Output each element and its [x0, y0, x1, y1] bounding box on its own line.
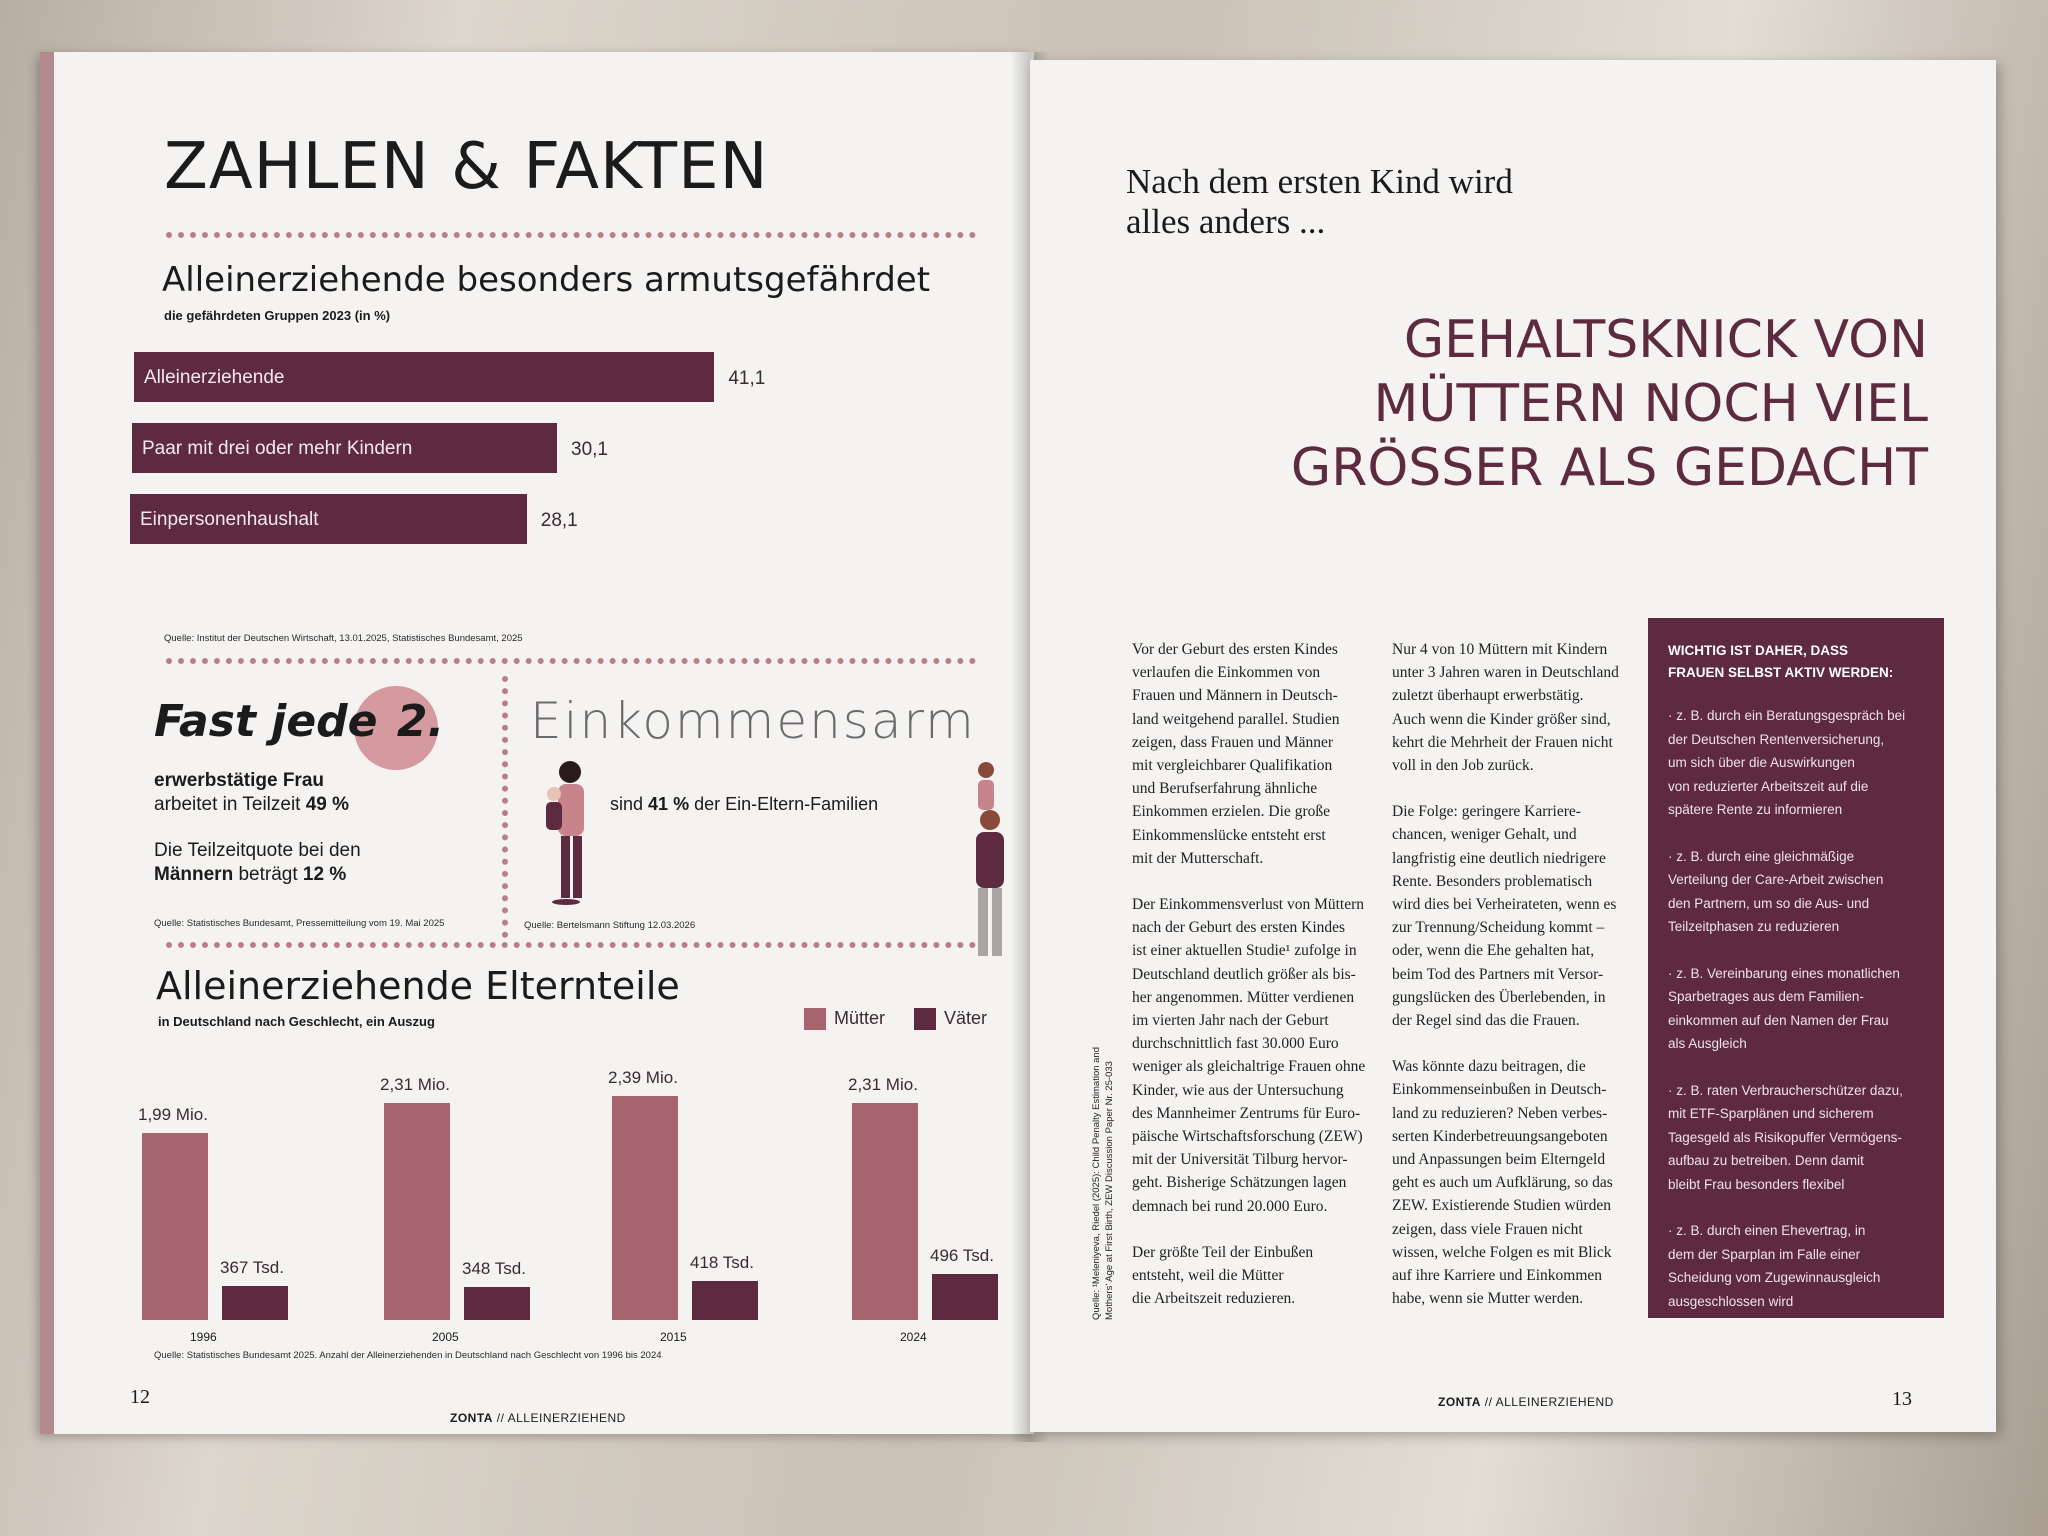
- mothers-bar: [612, 1096, 678, 1320]
- intro-line2: alles anders ...: [1126, 202, 1326, 241]
- footer-left: ZONTA // ALLEINERZIEHEND: [450, 1411, 626, 1425]
- chart1-source: Quelle: Institut der Deutschen Wirtschaft, 13.01.2025, Statistisches Bundesamt, 2025: [164, 633, 523, 644]
- article-paragraph: Was könnte dazu beitragen, die Einkommenseinbußen in Deutsch- land zu reduzieren? Neben verbes- serten Kinderbetreuungsangeboten und Anpassungen beim Elterngeld geht es auch um Aufklärung, so das ZEW. Existierende Studien würden zeigen, dass viele Frauen nicht wissen, welche Folgen es mit Blick auf ihre Karriere und Einkommen habe, wenn sie Mutter werden.: [1392, 1058, 1613, 1308]
- info-box-item: · z. B. durch ein Beratungsgespräch bei der Deutschen Rentenversicherung, um sich über die Auswirkungen von reduzierter Arbeitszeit auf die spätere Rente zu informieren: [1668, 708, 1906, 817]
- einkommensarm-source: Quelle: Bertelsmann Stiftung 12.03.2026: [524, 920, 696, 931]
- page-title: ZAHLEN & FAKTEN: [164, 130, 769, 204]
- fathers-value-label: 367 Tsd.: [220, 1257, 284, 1277]
- article-column-2: [1392, 638, 1652, 1333]
- fast-jede-source: Quelle: Statistisches Bundesamt, Pressemitteilung vom 19. Mai 2025: [154, 918, 445, 929]
- footer-right: ZONTA // ALLEINERZIEHEND: [1438, 1395, 1614, 1409]
- fast-jede-line3: Die Teilzeitquote bei den: [154, 840, 361, 861]
- fast-jede-line1: erwerbstätige Frau: [154, 770, 324, 791]
- fast-jede-line2: arbeitet in Teilzeit 49 %: [154, 794, 350, 815]
- mother-child-illustration: [528, 752, 618, 932]
- mothers-bar: [384, 1103, 450, 1320]
- info-box-list: [1668, 704, 1924, 1313]
- article-column-1: [1132, 638, 1392, 1333]
- info-box-item: · z. B. Vereinbarung eines monatlichen Sparbetrages aus dem Familien- einkommen auf den Namen der Frau als Ausgleich: [1668, 965, 1900, 1051]
- right-page: [1030, 60, 1996, 1432]
- info-box: [1648, 618, 1944, 1318]
- article-paragraph: Der größte Teil der Einbußen entsteht, weil die Mütter die Arbeitszeit reduzieren.: [1132, 1243, 1314, 1308]
- legend-label: Mütter: [834, 1008, 886, 1028]
- chart1-subheading: die gefährdeten Gruppen 2023 (in %): [164, 308, 391, 323]
- legend-label: Väter: [944, 1008, 988, 1028]
- fathers-bar: [222, 1286, 288, 1320]
- father-child-illustration: [934, 758, 1014, 968]
- mothers-value-label: 2,31 Mio.: [848, 1075, 918, 1095]
- article-paragraph: Nur 4 von 10 Müttern mit Kindern unter 3 Jahren waren in Deutschland zuletzt überhaupt erwerbstätig. Auch wenn die Kinder größer sind, kehrt die Mehrheit der Frauen nicht voll in den Job zurück.: [1392, 641, 1619, 775]
- info-box-heading: WICHTIG IST DAHER, DASS FRAUEN SELBST AKTIV WERDEN:: [1668, 643, 1894, 680]
- left-page: [40, 52, 1034, 1434]
- fathers-value-label: 348 Tsd.: [462, 1259, 526, 1279]
- mothers-bar: [142, 1133, 208, 1320]
- year-tick-label: 2024: [900, 1330, 927, 1344]
- fathers-bar: [464, 1287, 530, 1320]
- legend-swatch: [914, 1008, 936, 1030]
- divider-dots: [166, 232, 976, 238]
- page-number-right: 13: [1892, 1388, 1912, 1410]
- fathers-value-label: 418 Tsd.: [690, 1252, 754, 1272]
- poverty-bar-label: Paar mit drei oder mehr Kindern: [142, 438, 413, 459]
- fast-jede-headline: [154, 696, 444, 747]
- info-box-item: · z. B. durch einen Ehevertrag, in dem der Sparplan im Falle einer Scheidung vom Zugewinnausgleich ausgeschlossen wird: [1668, 1223, 1881, 1309]
- poverty-bar-label: Alleinerziehende: [144, 367, 285, 388]
- legend-swatch: [804, 1008, 826, 1030]
- article-paragraph: Die Folge: geringere Karriere- chancen, weniger Gehalt, und langfristig eine deutlich niedrigere Rente. Besonders problematisch wird dies bei Verheirateten, wenn es zur Trennung/Scheidung kommt – oder, wenn die Ehe gehalten hat, beim Tod des Partners mit Versor- gungslücken des Überlebenden, in der Regel sind das die Frauen.: [1392, 803, 1617, 1030]
- chart2-source: Quelle: Statistisches Bundesamt 2025. Anzahl der Alleinerziehenden in Deutschland nach Geschlecht von 1996 bis 2024: [154, 1350, 662, 1361]
- chart2-subheading: in Deutschland nach Geschlecht, ein Auszug: [158, 1014, 435, 1029]
- year-tick-label: 1996: [190, 1330, 217, 1344]
- divider-dots: [166, 942, 976, 948]
- mothers-bar: [852, 1103, 918, 1320]
- poverty-bar-value: 28,1: [540, 510, 578, 531]
- chart1-heading: Alleinerziehende besonders armutsgefährdet: [162, 260, 931, 300]
- mothers-value-label: 2,39 Mio.: [608, 1068, 678, 1087]
- divider-dots: [166, 658, 976, 664]
- chart2-heading: Alleinerziehende Elternteile: [156, 964, 680, 1008]
- poverty-bar-label: Einpersonenhaushalt: [140, 509, 319, 530]
- poverty-bar-value: 30,1: [571, 439, 608, 460]
- fathers-bar: [692, 1281, 758, 1320]
- fast-jede-text: Fast jede: [154, 696, 378, 747]
- intro-line1: Nach dem ersten Kind wird: [1126, 162, 1513, 201]
- einkommensarm-heading: Einkommensarm: [530, 692, 976, 750]
- article-paragraph: Vor der Geburt des ersten Kindes verlaufen die Einkommen von Frauen und Männern in Deutsch- land weitgehend parallel. Studien zeigen, dass Frauen und Männer mit vergleichbarer Qualifikation und Berufserfahrung ähnliche Einkommen erzielen. Die große Einkommenslücke entsteht erst mit der Mutterschaft.: [1132, 641, 1340, 867]
- article-paragraph: Der Einkommensverlust von Müttern nach der Geburt des ersten Kindes ist einer aktuellen Studie¹ zufolge in Deutschland deutlich größer als bis- her angenommen. Mütter verdienen im vierten Jahr nach der Geburt durchschnittlich fast 30.000 Euro weniger als gleichaltrige Frauen ohne Kinder, wie aus der Untersuchung des Mannheimer Zentrums für Euro- päische Wirtschaftsforschung (ZEW) mit der Universität Tilburg hervor- geht. Bisherige Schätzungen lagen demnach bei rund 20.000 Euro.: [1132, 896, 1366, 1215]
- mothers-value-label: 2,31 Mio.: [380, 1075, 450, 1095]
- main-headline: GEHALTSKNICK VON MÜTTERN NOCH VIEL GRÖSSER ALS GEDACHT: [1290, 310, 1928, 498]
- fathers-value-label: 496 Tsd.: [930, 1245, 994, 1265]
- fathers-bar: [932, 1274, 998, 1320]
- sidenote-source: Quelle: ¹Meleniyeva, Riedel (2025): Child Penalty Estimation and Mothers' Age at First Birth, ZEW Discussion Paper Nr. 25-033: [1091, 1047, 1115, 1320]
- info-box-item: · z. B. durch eine gleichmäßige Verteilung der Care-Arbeit zwischen den Partnern, um so die Aus- und Teilzeitphasen zu reduzieren: [1668, 848, 1884, 934]
- divider-dots-vertical: [502, 676, 508, 938]
- year-tick-label: 2005: [432, 1330, 459, 1344]
- poverty-bar-value: 41,1: [728, 368, 766, 389]
- info-box-item: · z. B. raten Verbraucherschützer dazu, mit ETF-Sparplänen und sicherem Tagesgeld als Risikopuffer Vermögens- aufbau zu betreiben. Denn damit bleibt Frau besonders flexibel: [1668, 1082, 1903, 1192]
- fast-jede-number: 2.: [396, 696, 445, 747]
- page-number-left: 12: [130, 1386, 150, 1408]
- year-tick-label: 2015: [660, 1330, 687, 1344]
- mothers-value-label: 1,99 Mio.: [138, 1105, 208, 1125]
- einkommensarm-text: sind 41 % der Ein-Eltern-Familien: [610, 794, 879, 814]
- fast-jede-line4: Männern beträgt 12 %: [154, 864, 347, 885]
